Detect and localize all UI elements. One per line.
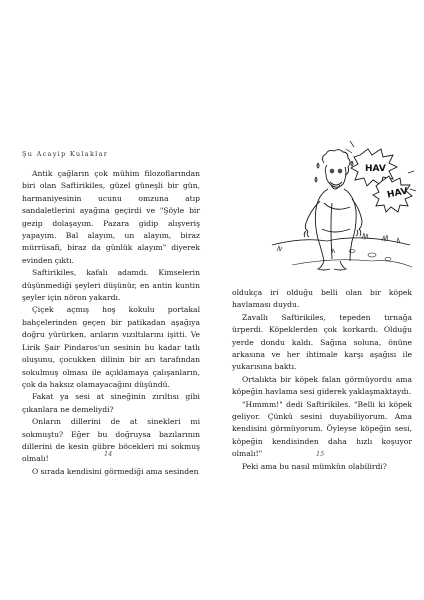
- page-number: 14: [104, 450, 113, 458]
- stone: [368, 253, 376, 257]
- illustration-svg: [232, 133, 416, 283]
- paragraph: Antik çağların çok mühim filozoflarından biri olan Saftirikiles, güzel güneşli bir gün, harmaniyesinin ucunu omzuna atıp sandaletlerini ayağına geçirdi ve "Şöyle bir gezip dolaşayım. Pazara gidip alışveriş yapayım. Bal alayım, un alayım, biraz mürrüsafi, biraz da günlük alayım" diyerek evinden çıktı.: [22, 169, 200, 265]
- hill-line: [292, 260, 412, 267]
- paragraph: "Hımmm!" dedi Saftirikiles. "Belli ki köpek geliyor. Çünkü sesini duyabiliyorum. Ama kendisini görmüyorum. Öyleyse köpeğin sesi, köpeğin kendisinden daha hızlı koşuyor olmalı!": [232, 399, 412, 459]
- paragraph: Çiçek açmış hoş kokulu portakal bahçelerinden geçen bir patikadan aşağıya doğru yürürken, arıların vızıltılarını işitti. Ve Lirik Şair Pindaros'un sesinin bu kadar tatlı oluşunu, çocukken dilinin bir arı tarafından sokulmuş olması ile açıklamaya çalışanların, çok da haksız olamayacağını düşündü.: [22, 305, 200, 389]
- bark-text: HAV: [386, 186, 409, 201]
- paragraph: oldukça iri olduğu belli olan bir köpek havlaması duydu.: [232, 288, 412, 310]
- paragraph: Ortalıkta bir köpek falan görmüyordu ama köpeğin havlama sesi giderek yaklaşmaktaydı.: [232, 374, 412, 397]
- hill-line: [272, 238, 410, 245]
- grass: [277, 246, 335, 253]
- running-head: Şu Acayip Kulaklar: [22, 150, 109, 158]
- philosopher-illustration: [232, 133, 416, 283]
- paragraph: Zavallı Saftirikiles, tepeden tırnağa ürperdi. Köpeklerden çok korkardı. Olduğu yerde dondu kaldı. Sağına soluna, önüne arkasına ve her ihtimale karşı aşağısı ile yukarısına baktı.: [232, 312, 412, 372]
- right-page: [212, 0, 424, 600]
- left-page-body: [22, 168, 200, 478]
- paragraph: Peki ama bu nasıl mümkün olabilirdi?: [242, 461, 387, 471]
- page-number: 15: [316, 450, 325, 458]
- bark-text: HAV: [365, 164, 386, 174]
- paragraph: Saftirikiles, kafalı adamdı. Kimselerin düşünmediği şeyleri düşünür, en antin kuntin şeyler için nöron yakardı.: [22, 268, 200, 303]
- paragraph: Fakat ya sesi at sineğinin zırıltısı gibi çıkanlara ne demeliydi?: [22, 392, 200, 414]
- stone: [349, 250, 355, 253]
- paragraph: Onların dillerini de at sinekleri mi sokmuştu? Eğer bu doğruysa bazılarının dillerini de kesin gübre böcekleri mi sokmuş olmalı!: [22, 417, 200, 464]
- stone: [385, 257, 391, 260]
- right-page-body: [232, 287, 412, 473]
- paragraph: O sırada kendisini görmediği ama sesinden: [32, 466, 199, 476]
